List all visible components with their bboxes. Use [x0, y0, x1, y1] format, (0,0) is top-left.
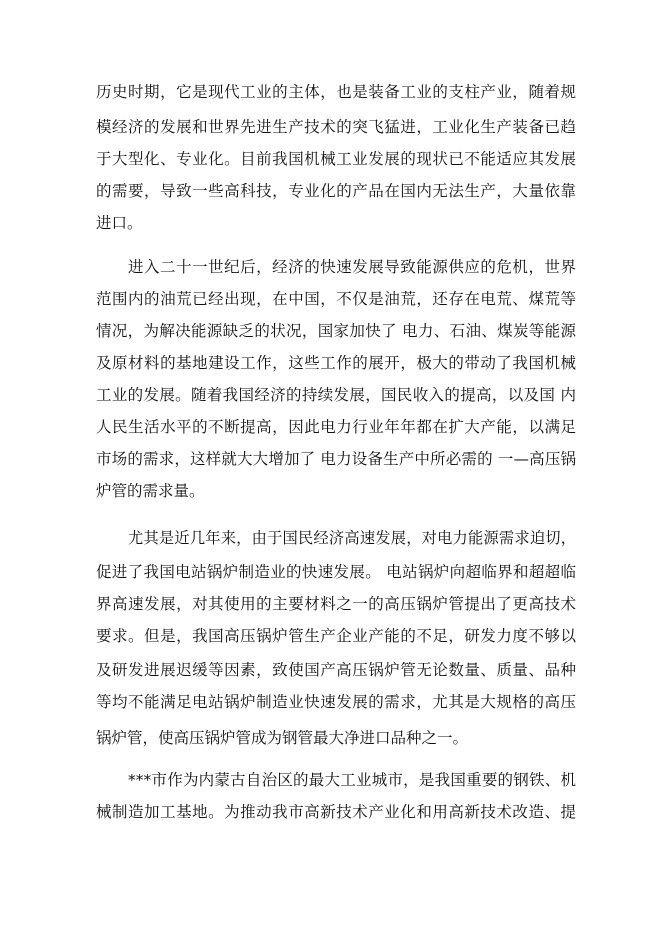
paragraph-2-line-1: 进入二十一世纪后，经济的快速发展导致能源供应的危机，世界 [128, 258, 576, 276]
paragraph-3-line-7: 锅炉管，使高压锅炉管成为钢管最大净进口品种之一。 [96, 729, 469, 747]
paragraph-2-line-3: 情况，为解决能源缺乏的状况，国家加快了 电力、石油、煤炭等能源 [96, 322, 576, 340]
paragraph-1-line-3: 于大型化、专业化。目前我国机械工业发展的现状已不能适应其发展 [96, 150, 576, 168]
paragraph-1-line-1: 历史时期，它是现代工业的主体，也是装备工业的支柱产业，随着规 [96, 83, 576, 101]
paragraph-2-line-2: 范围内的油荒已经出现，在中国，不仅是油荒，还存在电荒、煤荒等 [96, 290, 576, 308]
paragraph-2-line-4: 及原材料的基地建设工作，这些工作的展开，极大的带动了我国机械 [96, 354, 576, 372]
paragraph-4-line-1: ***市作为内蒙古自治区的最大工业城市，是我国重要的钢铁、机 [128, 771, 576, 789]
paragraph-2-line-6: 人民生活水平的不断提高，因此电力行业年年都在扩大产能，以满足 [96, 418, 576, 436]
paragraph-4-line-2: 械制造加工基地。为推动我市高新技术产业化和用高新技术改造、提 [96, 803, 576, 821]
paragraph-3-line-1: 尤其是近几年来，由于国民经济高速发展，对电力能源需求迫切， [128, 529, 576, 547]
paragraph-3-line-4: 要求。但是，我国高压锅炉管生产企业产能的不足，研发力度不够以 [96, 627, 576, 645]
paragraph-2-line-8: 炉管的需求量。 [96, 482, 205, 500]
paragraph-3-line-3: 界高速发展，对其使用的主要材料之一的高压锅炉管提出了更高技术 [96, 595, 576, 613]
paragraph-1-line-4: 的需要，导致一些高科技，专业化的产品在国内无法生产，大量依靠 [96, 182, 576, 200]
paragraph-2-line-5: 工业的发展。随着我国经济的持续发展，国民收入的提高，以及国 内 [96, 386, 576, 404]
paragraph-1-line-5: 进口。 [96, 214, 143, 232]
paragraph-1-line-2: 模经济的发展和世界先进生产技术的突飞猛进，工业化生产装备已趋 [96, 118, 576, 136]
paragraph-3-line-6: 等均不能满足电站锅炉制造业快速发展的需求，尤其是大规格的高压 [96, 693, 576, 711]
paragraph-3-line-5: 及研发进展迟缓等因素，致使国产高压锅炉管无论数量、质量、品种 [96, 661, 576, 679]
paragraph-2-line-7: 市场的需求，这样就大大增加了 电力设备生产中所必需的 一—高压锅 [96, 450, 576, 468]
paragraph-3-line-2: 促进了我国电站锅炉制造业的快速发展。 电站锅炉向超临界和超超临 [96, 563, 576, 581]
